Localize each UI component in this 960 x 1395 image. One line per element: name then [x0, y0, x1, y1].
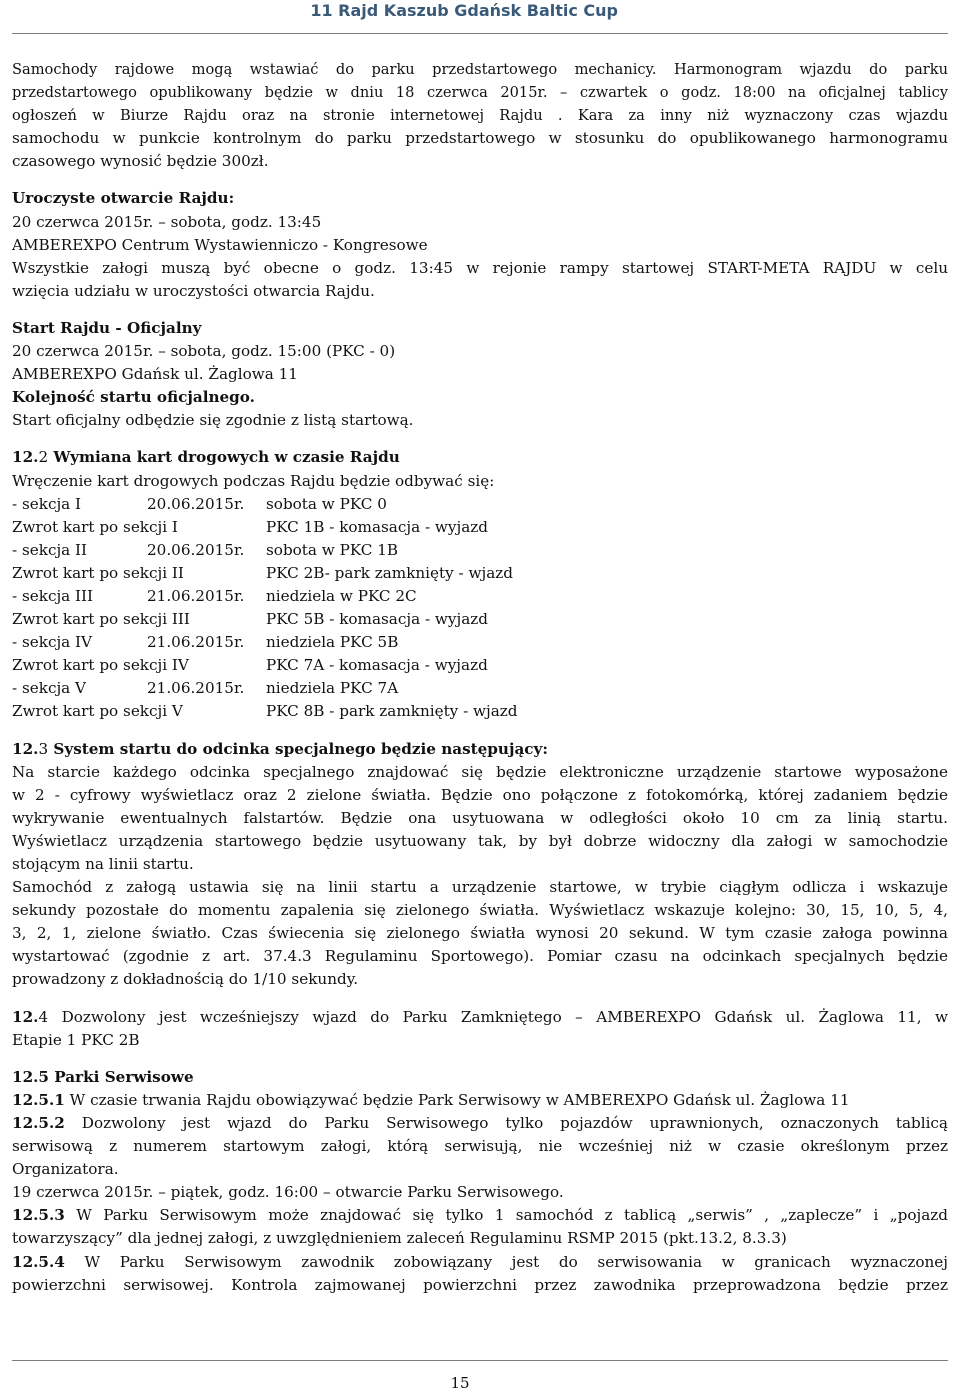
intro-line: samochodu w punkcie kontrolnym do parku przedstartowego w stosunku do opublikowanego harmonogramu: [12, 129, 948, 148]
road-card-table: [12, 493, 948, 724]
table-row: - sekcja V 21.06.2015r. niedziela PKC 7A: [12, 679, 399, 698]
body-line: 12.5.4 W Parku Serwisowym zawodnik zobowiązany jest do serwisowania w granicach wyznaczonej: [12, 1252, 948, 1271]
body-line: powierzchni serwisowej. Kontrola zajmowanej powierzchni przez zawodnika przeprowadzona będzie przez: [12, 1275, 948, 1294]
body-line: wykrywanie ewentualnych falstartów. Będzie ona usytuowana w odległości około 10 cm za linią startu.: [12, 808, 948, 827]
page-number: 15: [450, 1374, 470, 1392]
body-line: Na starcie każdego odcinka specjalnego znajdować się będzie elektroniczne urządzenie startowe wyposażone: [12, 762, 948, 781]
intro-line: ogłoszeń w Biurze Rajdu oraz na stronie internetowej Rajdu . Kara za inny niż wyznaczony czas wjazdu: [12, 107, 948, 125]
spacer: [12, 992, 948, 1006]
spacer: [12, 1052, 948, 1066]
footer-rule: [12, 1360, 948, 1361]
body-line: serwisową z numerem startowym załogi, którą serwisują, nie wcześniej niż w czasie określonym przez: [12, 1137, 948, 1156]
header-rule: [12, 33, 948, 34]
section-12-4: [12, 1006, 948, 1052]
spacer: [12, 173, 948, 187]
body-line: 12.5.3 W Parku Serwisowym może znajdować się tylko 1 samochód z tablicą „serwis” , „zaplecze” i „pojazd: [12, 1206, 948, 1225]
start-note: Start oficjalny odbędzie się zgodnie z listą startową.: [12, 411, 414, 430]
table-row: Zwrot kart po sekcji III PKC 5B - komasacja - wyjazd: [12, 610, 488, 629]
ceremony-section: [12, 187, 948, 302]
start-section: [12, 317, 948, 432]
body-line: wystartować (zgodnie z art. 37.4.3 Regulaminu Sportowego). Pomiar czasu na odcinkach specjalnych będzie: [12, 947, 948, 966]
section-12-5: [12, 1066, 948, 1297]
ceremony-date: 20 czerwca 2015r. – sobota, godz. 13:45: [12, 212, 322, 231]
intro-line: Samochody rajdowe mogą wstawiać do parku przedstartowego mechanicy. Harmonogram wjazdu do parku: [12, 61, 948, 78]
running-header: 11 Rajd Kaszub Gdańsk Baltic Cup: [310, 1, 618, 20]
table-row: - sekcja I 20.06.2015r. sobota w PKC 0: [12, 494, 387, 513]
start-place: AMBEREXPO Gdańsk ul. Żaglowa 11: [12, 365, 298, 384]
body-line: stojącym na linii startu.: [12, 855, 194, 873]
body-line: sekundy pozostałe do momentu zapalenia się zielonego światła. Wyświetlacz wskazuje kolejno: 30, 15, 10, 5, 4,: [12, 901, 948, 920]
body-line: 12.5.1 W czasie trwania Rajdu obowiązywać będzie Park Serwisowy w AMBEREXPO Gdańsk ul. Żaglowa 11: [12, 1090, 850, 1109]
spacer: [12, 432, 948, 446]
body-line: 3, 2, 1, zielone światło. Czas świecenia się zielonego światła wynosi 20 sekund. W tym czasie załoga powinna: [12, 924, 948, 943]
body-line: w 2 - cyfrowy wyświetlacz oraz 2 zielone światła. Będzie ono połączone z fotokomórką, której zadaniem będzie: [12, 785, 948, 804]
start-order: Kolejność startu oficjalnego.: [12, 388, 255, 407]
ceremony-text: wzięcia udziału w uroczystości otwarcia Rajdu.: [12, 281, 375, 300]
table-row: Zwrot kart po sekcji V PKC 8B - park zamknięty - wjazd: [12, 702, 518, 721]
intro-paragraph: [12, 58, 948, 173]
body-line: Samochód z załogą ustawia się na linii startu a urządzenie startowe, w trybie ciągłym odlicza i wskazuje: [12, 878, 948, 897]
body-line: 19 czerwca 2015r. – piątek, godz. 16:00 – otwarcie Parku Serwisowego.: [12, 1183, 564, 1202]
section-12-2: [12, 446, 948, 723]
body-line: Organizatora.: [12, 1160, 119, 1179]
spacer: [12, 303, 948, 317]
table-row: - sekcja IV 21.06.2015r. niedziela PKC 5B: [12, 633, 399, 652]
table-row: Zwrot kart po sekcji IV PKC 7A - komasacja - wyjazd: [12, 656, 488, 675]
section-heading: 12.3 System startu do odcinka specjalnego będzie następujący:: [12, 739, 548, 758]
body-line: Wyświetlacz urządzenia startowego będzie usytuowany tak, by był dobrze widoczny dla załogi w samochodzie: [12, 831, 948, 850]
ceremony-heading: Uroczyste otwarcie Rajdu:: [12, 189, 235, 208]
body-line: prowadzony z dokładnością do 1/10 sekundy.: [12, 970, 359, 989]
page-body: [12, 58, 948, 1297]
section-12-3: [12, 738, 948, 992]
table-row: Zwrot kart po sekcji I PKC 1B - komasacja - wyjazd: [12, 517, 488, 536]
section-heading: 12.2 Wymiana kart drogowych w czasie Rajdu: [12, 448, 400, 467]
ceremony-text: Wszystkie załogi muszą być obecne o godz. 13:45 w rejonie rampy startowej START-META RAJDU w celu: [12, 258, 948, 277]
ceremony-place: AMBEREXPO Centrum Wystawienniczo - Kongresowe: [12, 235, 428, 254]
body-line: 12.4 Dozwolony jest wcześniejszy wjazd do Parku Zamkniętego – AMBEREXPO Gdańsk ul. Żaglowa 11, w: [12, 1007, 948, 1026]
spacer: [12, 724, 948, 738]
start-date: 20 czerwca 2015r. – sobota, godz. 15:00 (PKC - 0): [12, 342, 396, 361]
body-line: towarzyszący” dla jednej załogi, z uwzględnieniem zaleceń Regulaminu RSMP 2015 (pkt.13.2, 8.3.3): [12, 1229, 787, 1248]
table-row: Zwrot kart po sekcji II PKC 2B- park zamknięty - wjazd: [12, 563, 513, 582]
section-intro: Wręczenie kart drogowych podczas Rajdu będzie odbywać się:: [12, 471, 495, 490]
body-line: Etapie 1 PKC 2B: [12, 1030, 140, 1049]
intro-line: przedstartowego opublikowany będzie w dniu 18 czerwca 2015r. – czwartek o godz. 18:00 na oficjalnej tablicy: [12, 84, 948, 102]
table-row: - sekcja III 21.06.2015r. niedziela w PKC 2C: [12, 586, 417, 605]
intro-line: czasowego wynosić będzie 300zł.: [12, 152, 269, 171]
table-row: - sekcja II 20.06.2015r. sobota w PKC 1B: [12, 540, 399, 559]
section-heading: 12.5 Parki Serwisowe: [12, 1067, 194, 1086]
body-line: 12.5.2 Dozwolony jest wjazd do Parku Serwisowego tylko pojazdów uprawnionych, oznaczonych tablicą: [12, 1113, 948, 1132]
start-heading: Start Rajdu - Oficjalny: [12, 318, 202, 337]
